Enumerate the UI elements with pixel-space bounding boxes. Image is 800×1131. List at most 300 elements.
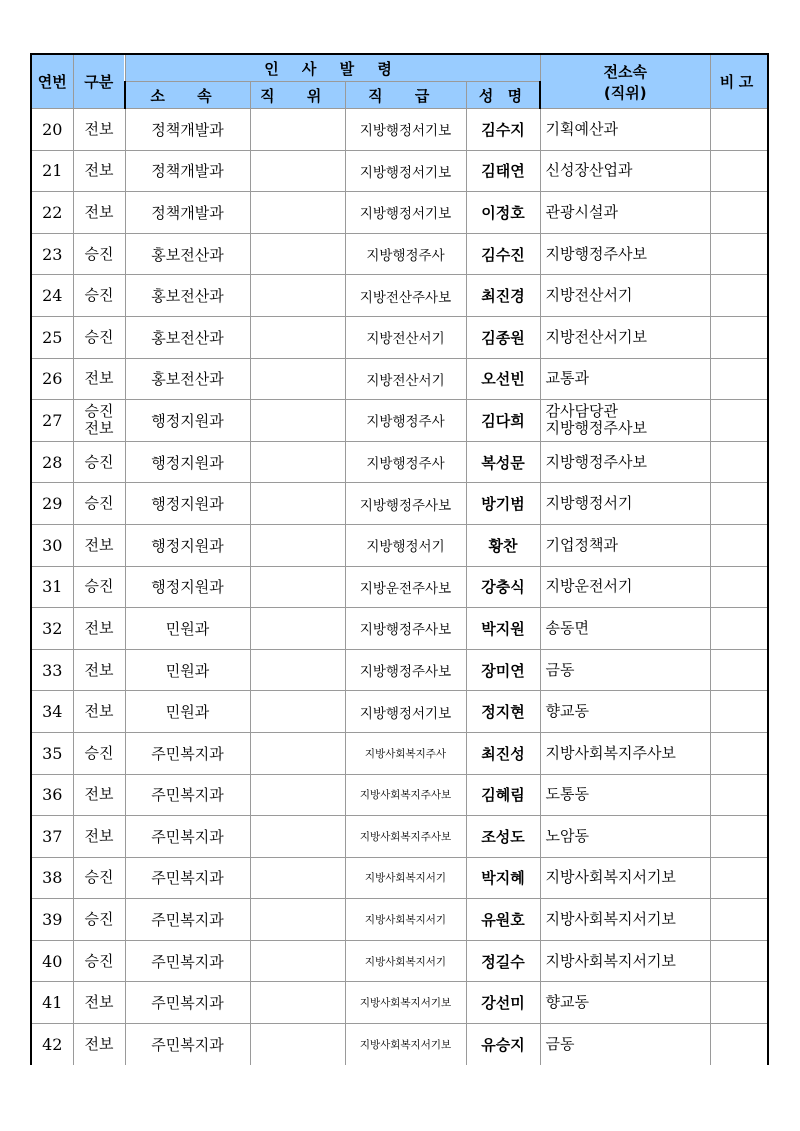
row-type-text: 승진 bbox=[84, 951, 114, 970]
row-grade bbox=[345, 982, 466, 1024]
row-name-text: 황찬 bbox=[488, 536, 518, 555]
row-type-text: 전보 bbox=[84, 161, 114, 180]
row-dept-text: 행정지원과 bbox=[151, 578, 224, 597]
table-header bbox=[31, 54, 768, 109]
row-type bbox=[73, 275, 125, 317]
row-position bbox=[250, 109, 345, 151]
row-type-text: 전보 bbox=[84, 993, 114, 1012]
row-position bbox=[250, 1024, 345, 1065]
row-dept bbox=[125, 358, 250, 400]
table-row bbox=[31, 233, 768, 275]
row-grade-text: 지방행정주사 bbox=[366, 456, 445, 473]
row-name-text: 정지현 bbox=[481, 703, 525, 722]
row-type bbox=[73, 316, 125, 358]
row-type bbox=[73, 899, 125, 941]
table-row bbox=[31, 649, 768, 691]
row-position bbox=[250, 400, 345, 442]
table-row bbox=[31, 1024, 768, 1065]
row-note bbox=[710, 109, 768, 151]
row-name-text: 오선빈 bbox=[481, 370, 525, 389]
row-type bbox=[73, 982, 125, 1024]
row-no bbox=[31, 566, 73, 608]
row-note bbox=[710, 441, 768, 483]
row-prev-dept bbox=[540, 316, 710, 358]
row-prev-dept bbox=[540, 150, 710, 192]
row-name bbox=[466, 857, 540, 899]
row-position bbox=[250, 275, 345, 317]
row-no bbox=[31, 691, 73, 733]
row-prev-dept bbox=[540, 400, 710, 442]
row-name bbox=[466, 732, 540, 774]
row-name-text: 박지원 bbox=[481, 619, 525, 638]
row-dept-text: 홍보전산과 bbox=[151, 245, 224, 264]
row-note bbox=[710, 732, 768, 774]
row-prev-text: 지방전산서기 bbox=[545, 286, 633, 305]
row-prev-text: 지방사회복지서기보 bbox=[545, 910, 676, 929]
row-position bbox=[250, 233, 345, 275]
row-dept bbox=[125, 732, 250, 774]
row-no-text: 31 bbox=[42, 577, 63, 597]
row-grade bbox=[345, 109, 466, 151]
row-note bbox=[710, 649, 768, 691]
row-dept bbox=[125, 608, 250, 650]
row-dept-text: 주민복지과 bbox=[151, 744, 224, 763]
row-type-text: 승진 bbox=[84, 244, 114, 263]
row-grade-text: 지방전산서기 bbox=[366, 331, 445, 348]
row-type-text: 승진 bbox=[84, 743, 114, 762]
row-name bbox=[466, 982, 540, 1024]
row-name bbox=[466, 233, 540, 275]
row-grade bbox=[345, 857, 466, 899]
table-body bbox=[31, 109, 768, 1065]
row-grade bbox=[345, 400, 466, 442]
row-dept-text: 정책개발과 bbox=[151, 162, 224, 181]
row-name bbox=[466, 316, 540, 358]
row-type-text: 전보 bbox=[84, 826, 114, 845]
row-note bbox=[710, 483, 768, 525]
row-name bbox=[466, 358, 540, 400]
row-no-text: 26 bbox=[42, 369, 63, 389]
row-prev-dept bbox=[540, 774, 710, 816]
row-position bbox=[250, 192, 345, 234]
row-name-text: 이정호 bbox=[481, 203, 525, 222]
row-no bbox=[31, 275, 73, 317]
row-name-text: 유원호 bbox=[481, 911, 525, 930]
row-no bbox=[31, 358, 73, 400]
table-row bbox=[31, 483, 768, 525]
row-grade-text: 지방사회복지주사 bbox=[364, 747, 447, 760]
row-no-text: 37 bbox=[42, 826, 63, 846]
row-type-text: 전보 bbox=[84, 785, 114, 804]
row-dept-text: 주민복지과 bbox=[151, 952, 224, 971]
row-name-text: 강선미 bbox=[481, 994, 525, 1013]
row-no-text: 24 bbox=[42, 286, 63, 306]
row-type-text: 승진 bbox=[84, 452, 114, 471]
row-prev-dept bbox=[540, 524, 710, 566]
row-note bbox=[710, 566, 768, 608]
row-no-text: 23 bbox=[42, 244, 63, 264]
row-grade bbox=[345, 524, 466, 566]
row-prev-text: 도통동 bbox=[545, 785, 589, 804]
row-dept bbox=[125, 940, 250, 982]
row-grade-text: 지방행정주사보 bbox=[359, 664, 452, 681]
row-grade bbox=[345, 649, 466, 691]
row-prev-text: 향교동 bbox=[545, 993, 589, 1012]
row-grade bbox=[345, 233, 466, 275]
row-note bbox=[710, 316, 768, 358]
row-name-text: 김태연 bbox=[481, 162, 525, 181]
row-prev-dept bbox=[540, 483, 710, 525]
row-grade bbox=[345, 691, 466, 733]
row-dept bbox=[125, 441, 250, 483]
row-prev-text: 송동면 bbox=[545, 618, 589, 637]
row-type bbox=[73, 441, 125, 483]
row-name bbox=[466, 691, 540, 733]
row-no bbox=[31, 192, 73, 234]
row-no bbox=[31, 233, 73, 275]
row-no bbox=[31, 400, 73, 442]
row-type-text: 승진 bbox=[84, 286, 114, 305]
row-note bbox=[710, 816, 768, 858]
row-grade-text: 지방운전주사보 bbox=[359, 580, 452, 597]
row-dept bbox=[125, 774, 250, 816]
row-name bbox=[466, 608, 540, 650]
row-no-text: 38 bbox=[42, 868, 63, 888]
row-prev-text: 지방행정주사보 bbox=[545, 244, 647, 263]
row-note bbox=[710, 774, 768, 816]
row-prev-text: 지방행정서기 bbox=[545, 494, 633, 513]
row-grade-text: 지방행정주사 bbox=[366, 414, 445, 431]
row-dept-text: 홍보전산과 bbox=[151, 328, 224, 347]
row-prev-dept bbox=[540, 233, 710, 275]
header-prev-dept bbox=[540, 54, 710, 109]
row-grade bbox=[345, 899, 466, 941]
row-dept-text: 주민복지과 bbox=[151, 869, 224, 888]
row-type bbox=[73, 732, 125, 774]
row-note bbox=[710, 691, 768, 733]
row-type bbox=[73, 857, 125, 899]
row-no bbox=[31, 483, 73, 525]
table-row bbox=[31, 732, 768, 774]
row-grade bbox=[345, 192, 466, 234]
row-name-text: 김다희 bbox=[481, 411, 525, 430]
row-name bbox=[466, 816, 540, 858]
row-position bbox=[250, 816, 345, 858]
row-type-text: 전보 bbox=[84, 369, 114, 388]
row-no bbox=[31, 441, 73, 483]
row-type-text-2: 전보 bbox=[84, 419, 114, 438]
row-type-text: 승진 bbox=[84, 577, 114, 596]
row-type-text: 전보 bbox=[84, 119, 114, 138]
row-note bbox=[710, 524, 768, 566]
row-name bbox=[466, 275, 540, 317]
table-row bbox=[31, 608, 768, 650]
row-position bbox=[250, 524, 345, 566]
row-prev-dept bbox=[540, 358, 710, 400]
table-row bbox=[31, 358, 768, 400]
row-position bbox=[250, 732, 345, 774]
row-prev-dept bbox=[540, 441, 710, 483]
row-note bbox=[710, 1024, 768, 1065]
row-dept-text: 주민복지과 bbox=[151, 786, 224, 805]
row-grade bbox=[345, 441, 466, 483]
row-grade-text: 지방사회복지서기보 bbox=[359, 997, 452, 1010]
row-dept bbox=[125, 483, 250, 525]
row-prev-dept bbox=[540, 1024, 710, 1065]
row-no-text: 25 bbox=[42, 327, 63, 347]
header-position: 직 위 bbox=[250, 82, 345, 109]
row-grade-text: 지방전산서기 bbox=[366, 372, 445, 389]
row-no-text: 32 bbox=[42, 618, 63, 638]
row-dept bbox=[125, 233, 250, 275]
row-no-text: 35 bbox=[42, 743, 63, 763]
row-name bbox=[466, 441, 540, 483]
row-note bbox=[710, 192, 768, 234]
row-note bbox=[710, 982, 768, 1024]
row-grade bbox=[345, 816, 466, 858]
table-row bbox=[31, 109, 768, 151]
row-dept-text: 민원과 bbox=[165, 619, 210, 638]
row-no-text: 29 bbox=[42, 494, 63, 514]
row-grade bbox=[345, 275, 466, 317]
row-type bbox=[73, 109, 125, 151]
row-grade bbox=[345, 774, 466, 816]
row-name-text: 김수진 bbox=[481, 245, 525, 264]
row-grade-text: 지방행정서기보 bbox=[359, 164, 452, 181]
row-no bbox=[31, 940, 73, 982]
table-row bbox=[31, 275, 768, 317]
row-no-text: 42 bbox=[42, 1034, 63, 1054]
row-note bbox=[710, 857, 768, 899]
row-type-text: 승진 bbox=[84, 402, 114, 421]
row-grade-text: 지방사회복지서기 bbox=[364, 914, 447, 927]
row-no bbox=[31, 816, 73, 858]
row-prev-text: 향교동 bbox=[545, 702, 589, 721]
row-no-text: 34 bbox=[42, 702, 63, 722]
row-note bbox=[710, 233, 768, 275]
row-prev-dept bbox=[540, 899, 710, 941]
row-name-text: 김혜림 bbox=[481, 786, 525, 805]
row-grade bbox=[345, 1024, 466, 1065]
table-row bbox=[31, 192, 768, 234]
row-dept bbox=[125, 109, 250, 151]
row-prev-text: 지방운전서기 bbox=[545, 577, 633, 596]
row-prev-text: 노암동 bbox=[545, 826, 589, 845]
row-type-text: 전보 bbox=[84, 702, 114, 721]
row-no bbox=[31, 649, 73, 691]
row-dept bbox=[125, 316, 250, 358]
row-name-text: 최진경 bbox=[481, 287, 525, 306]
row-grade-text: 지방행정서기보 bbox=[359, 123, 452, 140]
row-position bbox=[250, 483, 345, 525]
table-row bbox=[31, 816, 768, 858]
row-note bbox=[710, 608, 768, 650]
table-row bbox=[31, 150, 768, 192]
row-dept-text: 행정지원과 bbox=[151, 453, 224, 472]
row-dept-text: 행정지원과 bbox=[151, 495, 224, 514]
row-prev-text: 기업정책과 bbox=[545, 535, 618, 554]
row-prev-text: 지방행정주사보 bbox=[545, 452, 647, 471]
table-row bbox=[31, 774, 768, 816]
table-row bbox=[31, 566, 768, 608]
row-dept bbox=[125, 524, 250, 566]
row-prev-dept bbox=[540, 732, 710, 774]
row-prev-text: 감사담당관 bbox=[545, 402, 618, 421]
row-dept bbox=[125, 1024, 250, 1065]
row-grade-text: 지방전산주사보 bbox=[359, 289, 452, 306]
row-grade bbox=[345, 483, 466, 525]
row-grade-text: 지방행정주사 bbox=[366, 248, 445, 265]
row-prev-text: 교통과 bbox=[545, 369, 589, 388]
row-grade-text: 지방사회복지주사보 bbox=[359, 789, 452, 802]
row-position bbox=[250, 358, 345, 400]
row-no-text: 39 bbox=[42, 910, 63, 930]
row-no-text: 28 bbox=[42, 452, 63, 472]
header-type: 구분 bbox=[73, 54, 125, 109]
row-no-text: 27 bbox=[42, 410, 63, 430]
row-no bbox=[31, 150, 73, 192]
row-dept-text: 행정지원과 bbox=[151, 411, 224, 430]
table-row bbox=[31, 400, 768, 442]
row-prev-text: 지방전산서기보 bbox=[545, 327, 647, 346]
row-position bbox=[250, 774, 345, 816]
row-name bbox=[466, 1024, 540, 1065]
row-note bbox=[710, 275, 768, 317]
row-type-text: 전보 bbox=[84, 660, 114, 679]
row-name bbox=[466, 774, 540, 816]
row-grade bbox=[345, 150, 466, 192]
row-no bbox=[31, 857, 73, 899]
row-no-text: 22 bbox=[42, 202, 63, 222]
row-type-text: 전보 bbox=[84, 202, 114, 221]
row-name bbox=[466, 192, 540, 234]
header-prev-line1: 전소속 bbox=[603, 62, 647, 81]
row-prev-dept bbox=[540, 109, 710, 151]
row-grade-text: 지방행정서기보 bbox=[359, 705, 452, 722]
row-name bbox=[466, 899, 540, 941]
row-dept bbox=[125, 275, 250, 317]
row-dept bbox=[125, 899, 250, 941]
row-prev-text: 지방사회복지주사보 bbox=[545, 743, 676, 762]
table-row bbox=[31, 940, 768, 982]
row-prev-dept bbox=[540, 566, 710, 608]
personnel-order-table bbox=[30, 53, 769, 1065]
row-grade-text: 지방사회복지서기 bbox=[364, 955, 447, 968]
header-order-group: 인 사 발 령 bbox=[125, 54, 540, 82]
row-name-text: 방기범 bbox=[481, 495, 525, 514]
row-dept bbox=[125, 649, 250, 691]
row-no-text: 20 bbox=[42, 119, 63, 139]
row-type bbox=[73, 566, 125, 608]
row-name bbox=[466, 109, 540, 151]
row-dept-text: 홍보전산과 bbox=[151, 370, 224, 389]
row-prev-dept bbox=[540, 608, 710, 650]
row-name-text: 조성도 bbox=[481, 827, 525, 846]
row-position bbox=[250, 982, 345, 1024]
row-prev-dept bbox=[540, 691, 710, 733]
table-row bbox=[31, 316, 768, 358]
row-prev-dept bbox=[540, 192, 710, 234]
row-prev-dept bbox=[540, 857, 710, 899]
row-name-text: 강충식 bbox=[481, 578, 525, 597]
row-dept-text: 홍보전산과 bbox=[151, 287, 224, 306]
row-name-text: 정길수 bbox=[481, 952, 525, 971]
row-name bbox=[466, 649, 540, 691]
row-grade-text: 지방행정주사보 bbox=[359, 622, 452, 639]
header-grade: 직 급 bbox=[345, 82, 466, 109]
row-position bbox=[250, 566, 345, 608]
row-no bbox=[31, 774, 73, 816]
row-grade bbox=[345, 566, 466, 608]
row-grade-text: 지방행정주사보 bbox=[359, 497, 452, 514]
row-dept-text: 정책개발과 bbox=[151, 120, 224, 139]
table-row bbox=[31, 857, 768, 899]
row-name bbox=[466, 150, 540, 192]
row-no-text: 40 bbox=[42, 951, 63, 971]
row-type bbox=[73, 400, 125, 442]
table-row bbox=[31, 524, 768, 566]
row-type bbox=[73, 233, 125, 275]
row-grade-text: 지방사회복지서기보 bbox=[359, 1038, 452, 1051]
row-type-text: 승진 bbox=[84, 327, 114, 346]
header-no: 연번 bbox=[31, 54, 73, 109]
row-note bbox=[710, 150, 768, 192]
row-prev-dept bbox=[540, 649, 710, 691]
row-name-text: 장미연 bbox=[481, 661, 525, 680]
row-name-text: 김종원 bbox=[481, 328, 525, 347]
row-no bbox=[31, 982, 73, 1024]
row-dept bbox=[125, 857, 250, 899]
row-no-text: 21 bbox=[42, 161, 63, 181]
row-grade-text: 지방사회복지주사보 bbox=[359, 830, 452, 843]
row-dept-text: 행정지원과 bbox=[151, 536, 224, 555]
row-type bbox=[73, 1024, 125, 1065]
row-type bbox=[73, 774, 125, 816]
row-prev-text: 지방사회복지서기보 bbox=[545, 951, 676, 970]
row-type-text: 승진 bbox=[84, 910, 114, 929]
row-grade bbox=[345, 940, 466, 982]
row-prev-text: 지방사회복지서기보 bbox=[545, 868, 676, 887]
row-grade-text: 지방행정서기 bbox=[366, 539, 445, 556]
row-type-text: 전보 bbox=[84, 1034, 114, 1053]
row-dept-text: 주민복지과 bbox=[151, 827, 224, 846]
row-type bbox=[73, 608, 125, 650]
header-note: 비고 bbox=[710, 54, 768, 109]
row-position bbox=[250, 608, 345, 650]
row-no-text: 33 bbox=[42, 660, 63, 680]
row-prev-dept bbox=[540, 275, 710, 317]
row-dept bbox=[125, 566, 250, 608]
row-position bbox=[250, 899, 345, 941]
row-dept bbox=[125, 982, 250, 1024]
table-row bbox=[31, 899, 768, 941]
row-no bbox=[31, 899, 73, 941]
row-prev-dept bbox=[540, 940, 710, 982]
row-no bbox=[31, 109, 73, 151]
row-grade bbox=[345, 358, 466, 400]
row-type-text: 전보 bbox=[84, 535, 114, 554]
row-no bbox=[31, 1024, 73, 1065]
row-grade-text: 지방행정서기보 bbox=[359, 206, 452, 223]
row-type bbox=[73, 483, 125, 525]
row-no bbox=[31, 524, 73, 566]
row-position bbox=[250, 316, 345, 358]
row-position bbox=[250, 857, 345, 899]
row-no bbox=[31, 732, 73, 774]
row-note bbox=[710, 358, 768, 400]
row-grade-text: 지방사회복지서기 bbox=[364, 872, 447, 885]
row-prev-text: 금동 bbox=[545, 1034, 575, 1053]
